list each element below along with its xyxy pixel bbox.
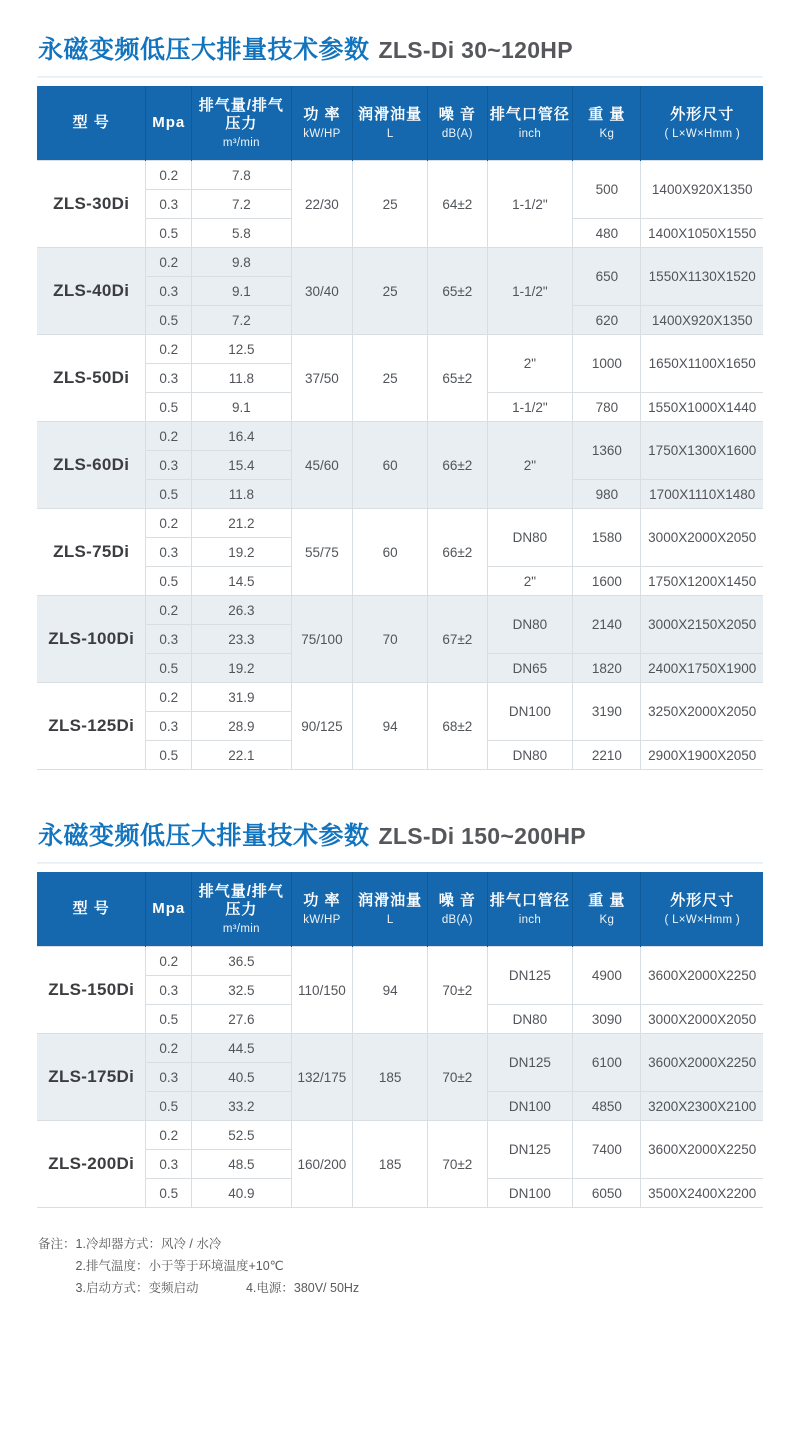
table-body bbox=[37, 947, 763, 1208]
power-cell: 132/175 bbox=[291, 1034, 353, 1121]
mpa-cell: 0.2 bbox=[146, 335, 192, 364]
pipe-cell: DN65 bbox=[487, 654, 573, 683]
displacement-cell: 9.1 bbox=[192, 393, 291, 422]
weight-cell: 4850 bbox=[573, 1092, 641, 1121]
mpa-cell: 0.2 bbox=[146, 683, 192, 712]
section-title-1 bbox=[37, 0, 763, 76]
displacement-cell: 15.4 bbox=[192, 451, 291, 480]
col-header-power: 功 率 kW/HP bbox=[291, 872, 353, 947]
mpa-cell: 0.2 bbox=[146, 509, 192, 538]
mpa-cell: 0.5 bbox=[146, 567, 192, 596]
mpa-cell: 0.3 bbox=[146, 364, 192, 393]
weight-cell: 6100 bbox=[573, 1034, 641, 1092]
mpa-cell: 0.3 bbox=[146, 712, 192, 741]
dims-cell: 1400X920X1350 bbox=[641, 306, 763, 335]
mpa-cell: 0.5 bbox=[146, 480, 192, 509]
power-cell: 30/40 bbox=[291, 248, 353, 335]
displacement-cell: 7.2 bbox=[192, 306, 291, 335]
displacement-cell: 21.2 bbox=[192, 509, 291, 538]
oil-cell: 25 bbox=[353, 248, 428, 335]
col-header-pipe: 排气口管径 inch bbox=[487, 86, 573, 161]
mpa-cell: 0.5 bbox=[146, 1092, 192, 1121]
model-cell: ZLS-100Di bbox=[37, 596, 146, 683]
mpa-cell: 0.2 bbox=[146, 422, 192, 451]
mpa-cell: 0.3 bbox=[146, 976, 192, 1005]
note-line-3a: 3.启动方式：变频启动 bbox=[75, 1280, 199, 1295]
col-header-oil: 润滑油量 L bbox=[353, 86, 428, 161]
displacement-cell: 27.6 bbox=[192, 1005, 291, 1034]
mpa-cell: 0.5 bbox=[146, 219, 192, 248]
weight-cell: 4900 bbox=[573, 947, 641, 1005]
section-title-en: ZLS-Di 150~200HP bbox=[378, 823, 586, 849]
weight-cell: 1600 bbox=[573, 567, 641, 596]
spec-table-30-120hp bbox=[37, 86, 763, 770]
mpa-cell: 0.2 bbox=[146, 947, 192, 976]
col-header-displacement: 排气量/排气压力 m³/min bbox=[192, 86, 291, 161]
col-header-mpa: Mpa bbox=[146, 872, 192, 947]
displacement-cell: 16.4 bbox=[192, 422, 291, 451]
col-header-model: 型 号 bbox=[37, 86, 146, 161]
weight-cell: 1820 bbox=[573, 654, 641, 683]
spec-row bbox=[37, 335, 763, 364]
mpa-cell: 0.5 bbox=[146, 306, 192, 335]
col-header-mpa: Mpa bbox=[146, 86, 192, 161]
displacement-cell: 40.9 bbox=[192, 1179, 291, 1208]
mpa-cell: 0.3 bbox=[146, 451, 192, 480]
dims-cell: 3000X2150X2050 bbox=[641, 596, 763, 654]
pipe-cell: DN100 bbox=[487, 683, 573, 741]
power-cell: 75/100 bbox=[291, 596, 353, 683]
pipe-cell: DN125 bbox=[487, 1034, 573, 1092]
pipe-cell: DN100 bbox=[487, 1092, 573, 1121]
section-title-cn: 永磁变频低压大排量技术参数 bbox=[38, 822, 370, 850]
model-cell: ZLS-75Di bbox=[37, 509, 146, 596]
dims-cell: 1550X1000X1440 bbox=[641, 393, 763, 422]
table-header bbox=[37, 86, 763, 161]
oil-cell: 25 bbox=[353, 335, 428, 422]
noise-cell: 70±2 bbox=[428, 947, 488, 1034]
mpa-cell: 0.5 bbox=[146, 741, 192, 770]
dims-cell: 3000X2000X2050 bbox=[641, 1005, 763, 1034]
pipe-cell: DN80 bbox=[487, 1005, 573, 1034]
power-cell: 160/200 bbox=[291, 1121, 353, 1208]
mpa-cell: 0.5 bbox=[146, 1179, 192, 1208]
pipe-cell: 2" bbox=[487, 567, 573, 596]
noise-cell: 67±2 bbox=[428, 596, 488, 683]
mpa-cell: 0.3 bbox=[146, 190, 192, 219]
mpa-cell: 0.2 bbox=[146, 161, 192, 190]
mpa-cell: 0.5 bbox=[146, 393, 192, 422]
oil-cell: 60 bbox=[353, 509, 428, 596]
spec-row bbox=[37, 161, 763, 190]
displacement-cell: 11.8 bbox=[192, 364, 291, 393]
notes-lines bbox=[76, 1234, 360, 1300]
spec-row bbox=[37, 509, 763, 538]
spec-row bbox=[37, 683, 763, 712]
displacement-cell: 7.8 bbox=[192, 161, 291, 190]
displacement-cell: 7.2 bbox=[192, 190, 291, 219]
notes bbox=[37, 1234, 763, 1300]
oil-cell: 185 bbox=[353, 1034, 428, 1121]
model-cell: ZLS-175Di bbox=[37, 1034, 146, 1121]
displacement-cell: 32.5 bbox=[192, 976, 291, 1005]
displacement-cell: 9.8 bbox=[192, 248, 291, 277]
dims-cell: 1750X1200X1450 bbox=[641, 567, 763, 596]
displacement-cell: 40.5 bbox=[192, 1063, 291, 1092]
mpa-cell: 0.2 bbox=[146, 1121, 192, 1150]
col-header-weight: 重 量 Kg bbox=[573, 86, 641, 161]
displacement-cell: 26.3 bbox=[192, 596, 291, 625]
oil-cell: 70 bbox=[353, 596, 428, 683]
note-line-1: 1.冷却器方式：风冷 / 水冷 bbox=[75, 1237, 222, 1251]
col-header-noise: 噪 音 dB(A) bbox=[428, 872, 488, 947]
dims-cell: 3600X2000X2250 bbox=[641, 1034, 763, 1092]
col-header-dims: 外形尺寸 ( L×W×Hmm ) bbox=[641, 86, 763, 161]
weight-cell: 3190 bbox=[573, 683, 641, 741]
weight-cell: 500 bbox=[573, 161, 641, 219]
col-header-dims: 外形尺寸 ( L×W×Hmm ) bbox=[641, 872, 763, 947]
spec-row bbox=[37, 422, 763, 451]
col-header-pipe: 排气口管径 inch bbox=[487, 872, 573, 947]
model-cell: ZLS-50Di bbox=[37, 335, 146, 422]
noise-cell: 66±2 bbox=[428, 509, 488, 596]
oil-cell: 60 bbox=[353, 422, 428, 509]
col-header-oil: 润滑油量 L bbox=[353, 872, 428, 947]
note-line-3 bbox=[76, 1278, 360, 1300]
displacement-cell: 19.2 bbox=[192, 538, 291, 567]
dims-cell: 3000X2000X2050 bbox=[641, 509, 763, 567]
displacement-cell: 5.8 bbox=[192, 219, 291, 248]
pipe-cell: 1-1/2" bbox=[487, 161, 573, 248]
mpa-cell: 0.2 bbox=[146, 1034, 192, 1063]
pipe-cell: DN80 bbox=[487, 596, 573, 654]
col-header-weight: 重 量 Kg bbox=[573, 872, 641, 947]
displacement-cell: 9.1 bbox=[192, 277, 291, 306]
pipe-cell: 1-1/2" bbox=[487, 248, 573, 335]
weight-cell: 2210 bbox=[573, 741, 641, 770]
mpa-cell: 0.3 bbox=[146, 625, 192, 654]
notes-label: 备注： bbox=[38, 1237, 76, 1251]
noise-cell: 65±2 bbox=[428, 335, 488, 422]
note-line-3b: 4.电源：380V/ 50Hz bbox=[245, 1280, 360, 1295]
displacement-cell: 19.2 bbox=[192, 654, 291, 683]
dims-cell: 3600X2000X2250 bbox=[641, 1121, 763, 1179]
weight-cell: 1580 bbox=[573, 509, 641, 567]
dims-cell: 3500X2400X2200 bbox=[641, 1179, 763, 1208]
model-cell: ZLS-40Di bbox=[37, 248, 146, 335]
spec-row bbox=[37, 1034, 763, 1063]
weight-cell: 1000 bbox=[573, 335, 641, 393]
pipe-cell: DN125 bbox=[487, 947, 573, 1005]
mpa-cell: 0.3 bbox=[146, 538, 192, 567]
mpa-cell: 0.5 bbox=[146, 654, 192, 683]
weight-cell: 780 bbox=[573, 393, 641, 422]
displacement-cell: 52.5 bbox=[192, 1121, 291, 1150]
col-header-model: 型 号 bbox=[37, 872, 146, 947]
oil-cell: 94 bbox=[353, 947, 428, 1034]
col-header-displacement: 排气量/排气压力 m³/min bbox=[192, 872, 291, 947]
section-title-en: ZLS-Di 30~120HP bbox=[378, 37, 573, 63]
pipe-cell: DN125 bbox=[487, 1121, 573, 1179]
mpa-cell: 0.3 bbox=[146, 277, 192, 306]
col-header-noise: 噪 音 dB(A) bbox=[428, 86, 488, 161]
weight-cell: 2140 bbox=[573, 596, 641, 654]
displacement-cell: 31.9 bbox=[192, 683, 291, 712]
displacement-cell: 48.5 bbox=[192, 1150, 291, 1179]
weight-cell: 980 bbox=[573, 480, 641, 509]
displacement-cell: 33.2 bbox=[192, 1092, 291, 1121]
power-cell: 45/60 bbox=[291, 422, 353, 509]
oil-cell: 185 bbox=[353, 1121, 428, 1208]
oil-cell: 94 bbox=[353, 683, 428, 770]
displacement-cell: 12.5 bbox=[192, 335, 291, 364]
pipe-cell: 2" bbox=[487, 422, 573, 509]
col-header-power: 功 率 kW/HP bbox=[291, 86, 353, 161]
mpa-cell: 0.3 bbox=[146, 1063, 192, 1092]
power-cell: 55/75 bbox=[291, 509, 353, 596]
mpa-cell: 0.2 bbox=[146, 596, 192, 625]
dims-cell: 1550X1130X1520 bbox=[641, 248, 763, 306]
model-cell: ZLS-150Di bbox=[37, 947, 146, 1034]
dims-cell: 2400X1750X1900 bbox=[641, 654, 763, 683]
noise-cell: 64±2 bbox=[428, 161, 488, 248]
weight-cell: 480 bbox=[573, 219, 641, 248]
note-line-2: 2.排气温度：小于等于环境温度+10℃ bbox=[75, 1258, 284, 1273]
pipe-cell: DN80 bbox=[487, 741, 573, 770]
spec-table-150-200hp bbox=[37, 872, 763, 1208]
weight-cell: 1360 bbox=[573, 422, 641, 480]
spec-row bbox=[37, 1121, 763, 1150]
noise-cell: 65±2 bbox=[428, 248, 488, 335]
noise-cell: 70±2 bbox=[428, 1121, 488, 1208]
oil-cell: 25 bbox=[353, 161, 428, 248]
noise-cell: 70±2 bbox=[428, 1034, 488, 1121]
mpa-cell: 0.3 bbox=[146, 1150, 192, 1179]
model-cell: ZLS-30Di bbox=[37, 161, 146, 248]
power-cell: 90/125 bbox=[291, 683, 353, 770]
dims-cell: 2900X1900X2050 bbox=[641, 741, 763, 770]
mpa-cell: 0.5 bbox=[146, 1005, 192, 1034]
displacement-cell: 44.5 bbox=[192, 1034, 291, 1063]
dims-cell: 3250X2000X2050 bbox=[641, 683, 763, 741]
dims-cell: 3200X2300X2100 bbox=[641, 1092, 763, 1121]
noise-cell: 66±2 bbox=[428, 422, 488, 509]
displacement-cell: 11.8 bbox=[192, 480, 291, 509]
pipe-cell: 2" bbox=[487, 335, 573, 393]
section-title-2 bbox=[37, 770, 763, 862]
dims-cell: 1750X1300X1600 bbox=[641, 422, 763, 480]
dims-cell: 1400X1050X1550 bbox=[641, 219, 763, 248]
power-cell: 110/150 bbox=[291, 947, 353, 1034]
section-title-cn: 永磁变频低压大排量技术参数 bbox=[38, 36, 370, 64]
mpa-cell: 0.2 bbox=[146, 248, 192, 277]
model-cell: ZLS-60Di bbox=[37, 422, 146, 509]
spec-row bbox=[37, 248, 763, 277]
dims-cell: 3600X2000X2250 bbox=[641, 947, 763, 1005]
power-cell: 37/50 bbox=[291, 335, 353, 422]
weight-cell: 6050 bbox=[573, 1179, 641, 1208]
pipe-cell: DN80 bbox=[487, 509, 573, 567]
dims-cell: 1700X1110X1480 bbox=[641, 480, 763, 509]
displacement-cell: 23.3 bbox=[192, 625, 291, 654]
table-body bbox=[37, 161, 763, 770]
power-cell: 22/30 bbox=[291, 161, 353, 248]
pipe-cell: DN100 bbox=[487, 1179, 573, 1208]
noise-cell: 68±2 bbox=[428, 683, 488, 770]
displacement-cell: 22.1 bbox=[192, 741, 291, 770]
spec-row bbox=[37, 947, 763, 976]
displacement-cell: 14.5 bbox=[192, 567, 291, 596]
weight-cell: 650 bbox=[573, 248, 641, 306]
title-divider bbox=[37, 862, 763, 864]
weight-cell: 7400 bbox=[573, 1121, 641, 1179]
title-divider bbox=[37, 76, 763, 78]
table-header bbox=[37, 872, 763, 947]
dims-cell: 1400X920X1350 bbox=[641, 161, 763, 219]
displacement-cell: 36.5 bbox=[192, 947, 291, 976]
pipe-cell: 1-1/2" bbox=[487, 393, 573, 422]
displacement-cell: 28.9 bbox=[192, 712, 291, 741]
model-cell: ZLS-200Di bbox=[37, 1121, 146, 1208]
dims-cell: 1650X1100X1650 bbox=[641, 335, 763, 393]
spec-row bbox=[37, 596, 763, 625]
model-cell: ZLS-125Di bbox=[37, 683, 146, 770]
weight-cell: 3090 bbox=[573, 1005, 641, 1034]
weight-cell: 620 bbox=[573, 306, 641, 335]
